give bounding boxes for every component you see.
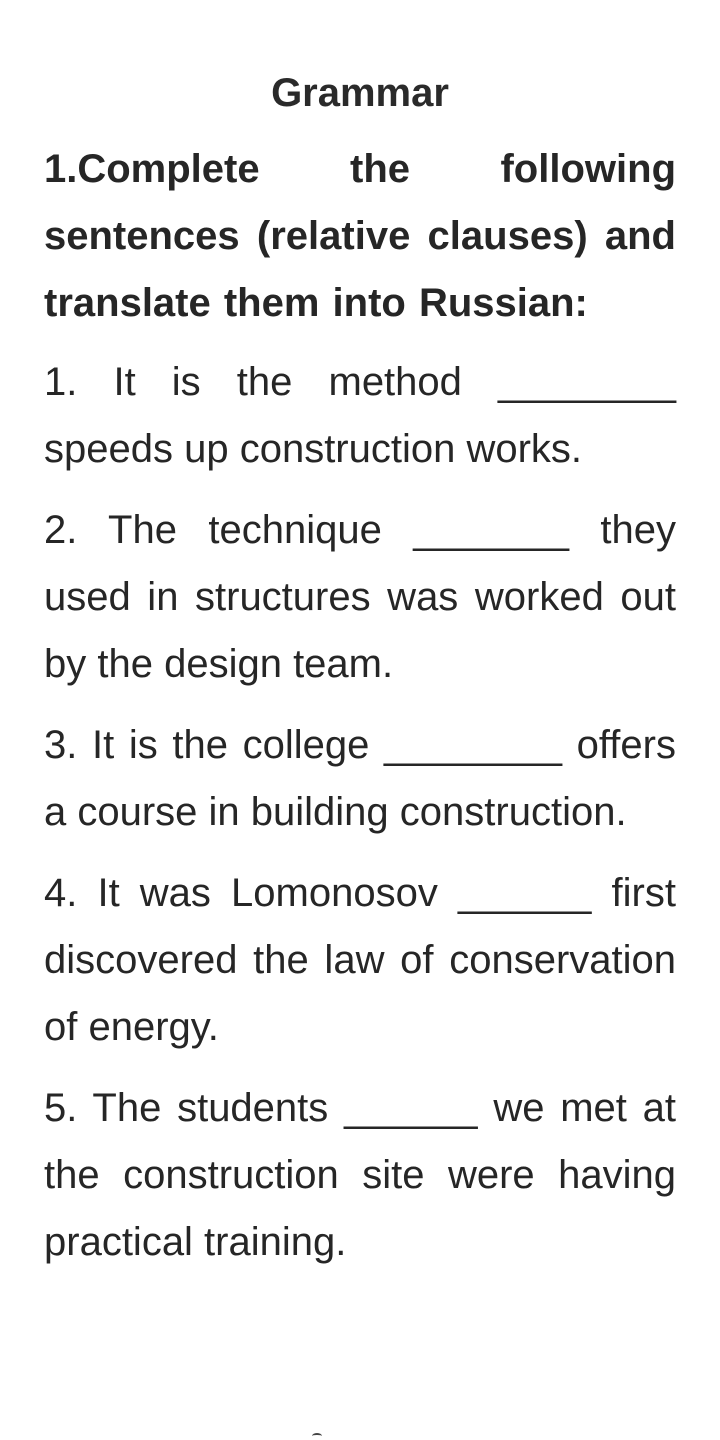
item-3-end: offers a course in building construction. [44, 723, 676, 834]
page-title: Grammar [271, 71, 449, 115]
item-4-blank: ______ [457, 871, 592, 915]
item-5-blank: ______ [344, 1086, 478, 1130]
item-4-start: 4. It was Lomonosov [44, 871, 438, 915]
item-3-start: 3. It is the college [44, 723, 370, 767]
exercise-item-3 [44, 712, 676, 846]
item-2-blank: _______ [413, 508, 569, 552]
item-1-start: 1. It is the method [44, 360, 462, 404]
item-4-end: first discovered the law of conservation of energy. [44, 871, 676, 1049]
exercise-item-1 [44, 349, 676, 483]
cut-off-glyph [312, 1433, 322, 1439]
item-2-end: they used in structures was worked out by the design team. [44, 508, 676, 686]
item-5-end: we met at the construction site were having practical training. [44, 1086, 676, 1264]
item-1-blank: ________ [498, 360, 676, 404]
item-1-end: speeds up construction works. [44, 427, 583, 471]
task-instruction: 1.Complete the following sentences (relative clauses) and translate them into Russian: [44, 147, 676, 325]
exercise-item-4 [44, 860, 676, 1061]
item-5-start: 5. The students [44, 1086, 329, 1130]
document-page [44, 60, 676, 1276]
item-2-start: 2. The technique [44, 508, 382, 552]
exercise-item-2 [44, 497, 676, 698]
exercise-item-5 [44, 1075, 676, 1276]
item-3-blank: ________ [384, 723, 563, 767]
